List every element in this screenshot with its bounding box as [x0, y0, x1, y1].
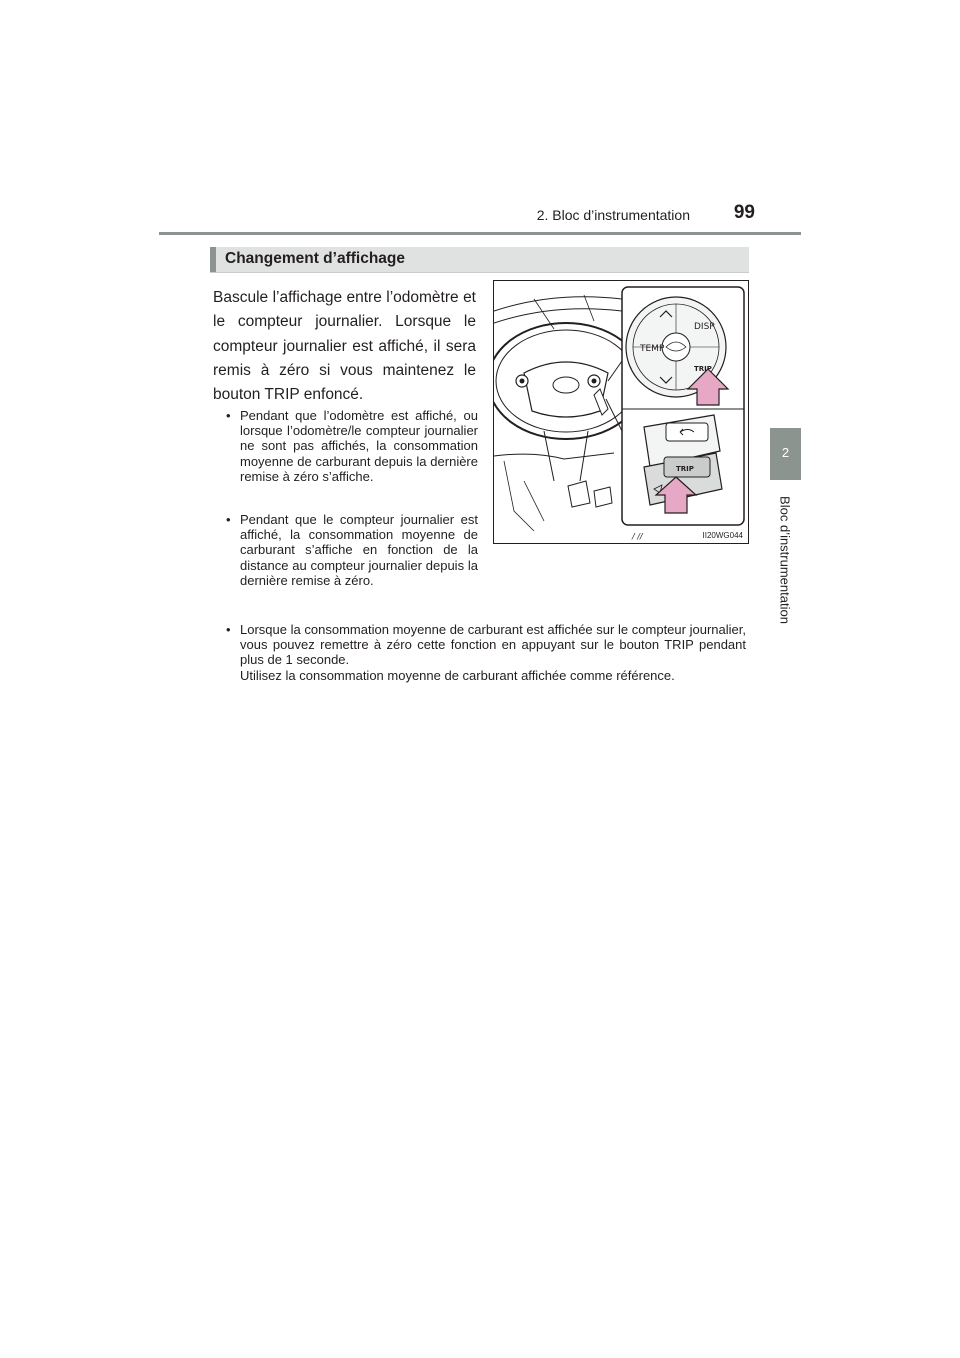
page-number: 99 — [733, 202, 755, 223]
pedal — [568, 481, 590, 507]
left-switch-dot — [520, 379, 525, 384]
trip-label-lower: TRIP — [676, 465, 694, 473]
dashboard-line — [494, 309, 622, 323]
section-heading-text: Changement d’affichage — [225, 250, 405, 267]
chapter-side-label: Bloc d’instrumentation — [777, 496, 793, 624]
figure-code: II20WG044 — [702, 531, 743, 540]
trip-label-upper: TRIP — [694, 365, 712, 373]
disp-label: DISP — [694, 322, 715, 332]
chapter-title: 2. Bloc d’instrumentation — [536, 207, 690, 223]
lower-dash-line — [494, 453, 614, 459]
pedal — [594, 487, 612, 507]
note-item — [226, 622, 746, 683]
steering-hub — [524, 362, 608, 417]
intro-paragraph: Bascule l’affichage entre l’odomètre et le compteur journalier. Lorsque le compteur journalier est affiché, il sera remis à zéro si vous maintenez le bouton TRIP enfoncé. — [213, 289, 476, 404]
bullet: • — [226, 512, 231, 527]
note-text: Pendant que le compteur journalier est affiché, la consommation moyenne de carburant s’affiche en fonction de la distance au compteur journalier depuis la dernière remise à zéro. — [240, 512, 478, 588]
divider-mark: / // — [632, 532, 643, 541]
bullet: • — [226, 622, 231, 637]
bullet: • — [226, 408, 231, 423]
header-rule — [159, 232, 801, 235]
illustration-drawing — [494, 281, 748, 543]
section-heading — [210, 247, 749, 273]
note-text: Pendant que l’odomètre est affiché, ou lorsque l’odomètre/le compteur journalier ne sont pas affichés, la consommation moyenne de carburant depuis la dernière remise à zéro s’affiche. — [240, 408, 478, 484]
callout-line — [608, 361, 622, 381]
chapter-tab-number: 2 — [781, 445, 790, 460]
right-switch-dot — [592, 379, 597, 384]
note-item — [226, 408, 478, 484]
section-heading-bar — [210, 247, 216, 272]
back-button — [666, 423, 708, 441]
lower-dash-detail — [504, 461, 544, 531]
chapter-tab[interactable] — [770, 428, 801, 480]
note-text: Lorsque la consommation moyenne de carburant est affichée sur le compteur journalier, vous pouvez remettre à zéro cette fonction en appuyant sur le bouton TRIP pendant plus de 1 seconde. — [240, 622, 746, 668]
steering-wheel-switch-illustration — [493, 280, 749, 544]
note-item — [226, 512, 478, 588]
temp-label: TEMP — [640, 344, 665, 354]
note-text-continued: Utilisez la consommation moyenne de carburant affichée comme référence. — [240, 667, 675, 683]
